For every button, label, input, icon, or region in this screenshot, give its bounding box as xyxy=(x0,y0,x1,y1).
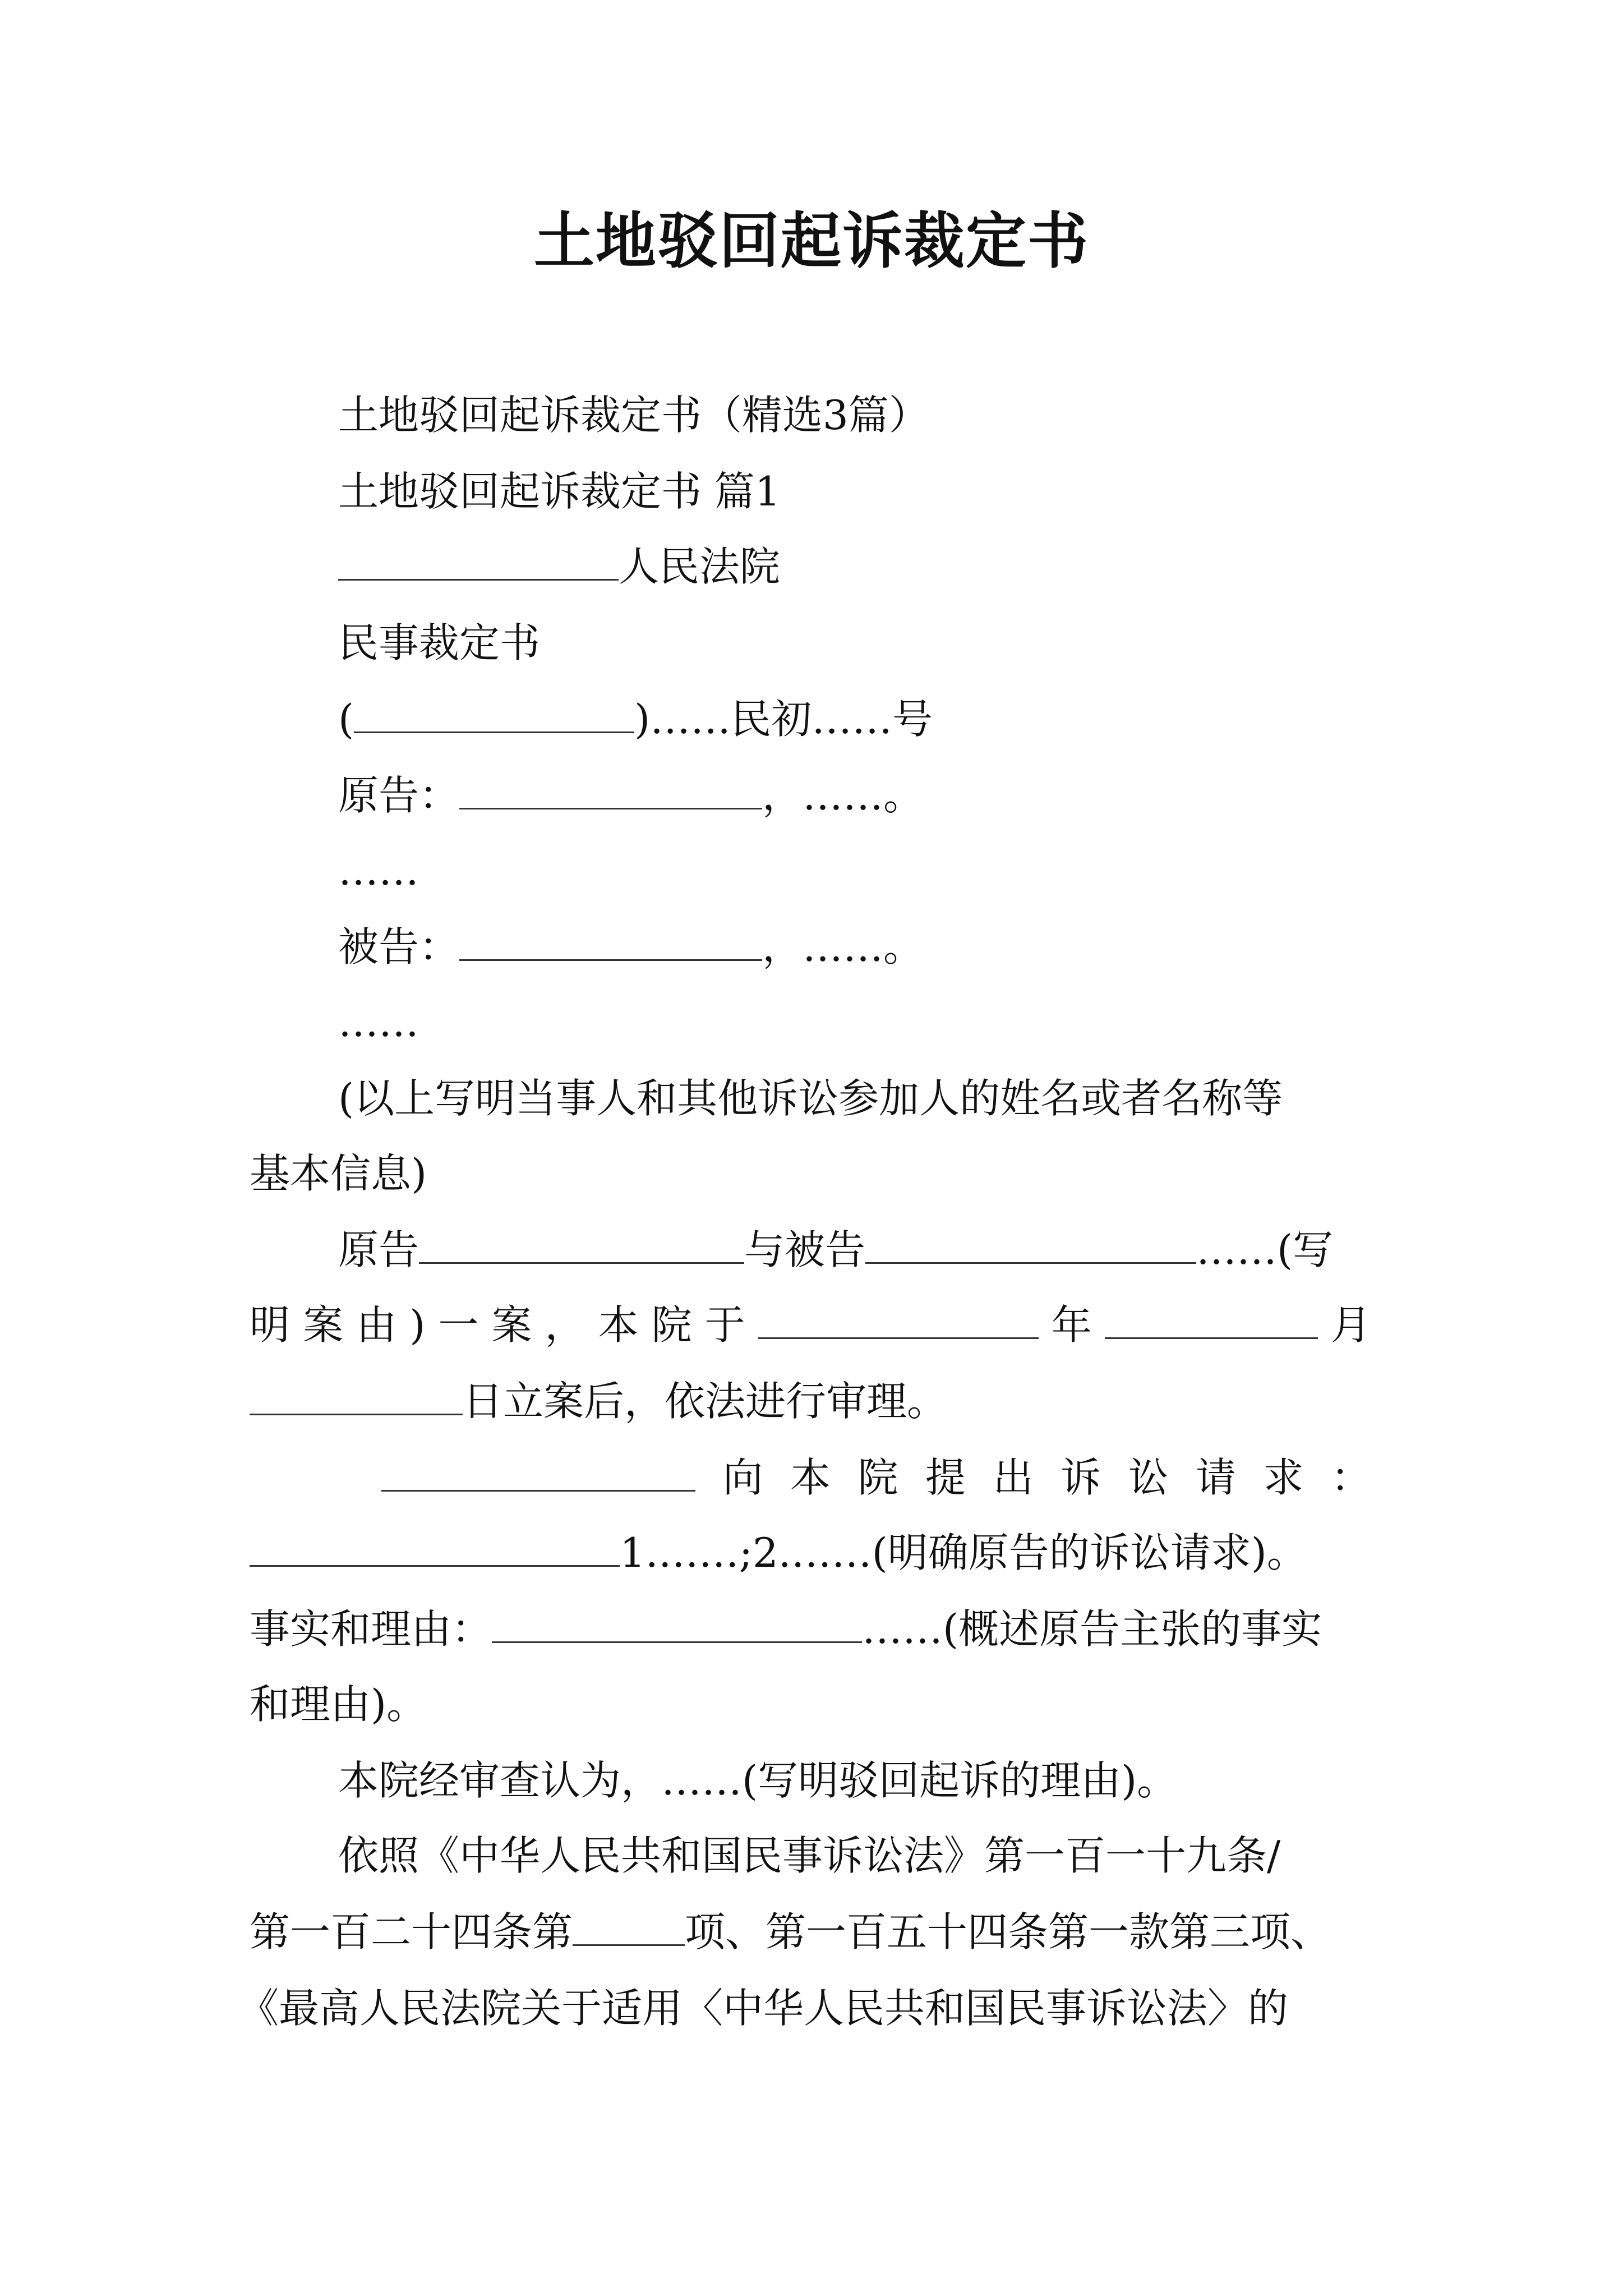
p2-char: 本 xyxy=(790,1454,831,1501)
note-line-2: 基本信息) xyxy=(250,1150,427,1197)
p1-month-blank xyxy=(1105,1301,1318,1339)
paragraph-4: 本院经审查认为，……(写明驳回起诉的理由)。 xyxy=(338,1757,1178,1804)
p1-defendant-word: 与被告 xyxy=(744,1226,866,1273)
plaintiff-label: 原告： xyxy=(338,772,460,819)
p1-plaintiff-blank xyxy=(419,1226,744,1264)
p1-char: 于 xyxy=(704,1301,745,1349)
defendant-tail: ，……。 xyxy=(762,923,924,970)
p2-char: 出 xyxy=(993,1454,1034,1501)
p1-cause-note: ……(写 xyxy=(1196,1226,1334,1273)
plaintiff-tail: ，……。 xyxy=(762,772,924,819)
p2-char: 院 xyxy=(857,1454,898,1501)
p1-char: 明 xyxy=(250,1301,291,1349)
paragraph-2-line-1 xyxy=(381,1450,1371,1506)
p1-day-text: 日立案后，依法进行审理。 xyxy=(463,1378,948,1425)
plaintiff-line xyxy=(338,767,924,823)
court-name-blank xyxy=(338,543,619,581)
case-year-blank xyxy=(354,696,634,733)
paragraph-1-line-2 xyxy=(250,1297,1371,1353)
defendant-ellipsis: …… xyxy=(338,999,419,1046)
paragraph-5-line-1: 依照《中华人民共和国民事诉讼法》第一百一十九条/ xyxy=(338,1832,1281,1879)
note-line-1: (以上写明当事人和其他诉讼参加人的姓名或者名称等 xyxy=(338,1075,1283,1122)
p1-char: 案 xyxy=(303,1301,344,1349)
court-name-line xyxy=(338,539,780,595)
plaintiff-blank xyxy=(459,772,762,809)
paragraph-2-line-2 xyxy=(250,1525,1307,1581)
p1-char: ) xyxy=(409,1301,426,1349)
p1-day-blank xyxy=(250,1378,463,1415)
paragraph-3-line-2: 和理由)。 xyxy=(250,1681,427,1728)
defendant-blank xyxy=(459,923,762,961)
court-suffix: 人民法院 xyxy=(619,543,781,590)
paragraph-5-line-3: 《最高人民法院关于适用〈中华人民共和国民事诉讼法〉的 xyxy=(238,1985,1289,2032)
p5-item-blank xyxy=(573,1908,685,1946)
p3-facts-blank xyxy=(492,1605,862,1643)
p2-char: ： xyxy=(1330,1454,1371,1501)
plaintiff-ellipsis: …… xyxy=(338,847,419,894)
p2-char: 求 xyxy=(1263,1454,1304,1501)
p1-char: 本 xyxy=(598,1301,639,1349)
defendant-line xyxy=(338,919,924,975)
p1-year-blank xyxy=(758,1301,1039,1339)
p2-char: 诉 xyxy=(1060,1454,1101,1501)
doc-type: 民事裁定书 xyxy=(338,619,541,666)
p2-char: 提 xyxy=(925,1454,966,1501)
p2-char: 请 xyxy=(1195,1454,1236,1501)
p3-facts-note: ……(概述原告主张的事实 xyxy=(862,1605,1322,1653)
p2-claims-text: 1.……;2.……(明确原告的诉讼请求)。 xyxy=(620,1529,1307,1576)
paragraph-5-line-2 xyxy=(250,1904,1331,1960)
paragraph-1-line-1 xyxy=(338,1222,1333,1278)
case-number-close: )……民初……号 xyxy=(634,696,933,743)
p1-char: 一 xyxy=(438,1301,479,1349)
subtitle: 土地驳回起诉裁定书（精选3篇） xyxy=(338,392,929,439)
section-heading: 土地驳回起诉裁定书 篇1 xyxy=(338,468,781,515)
p5-article-suffix: 项、第一百五十四条第一款第三项、 xyxy=(685,1908,1331,1955)
p1-char: ， xyxy=(545,1301,585,1349)
p3-label: 事实和理由： xyxy=(250,1605,492,1653)
p2-char: 讼 xyxy=(1128,1454,1169,1501)
p1-year-word: 年 xyxy=(1051,1301,1092,1349)
case-number-line xyxy=(338,691,933,747)
p5-article-prefix: 第一百二十四条第 xyxy=(250,1908,573,1955)
p1-plaintiff-word: 原告 xyxy=(338,1226,419,1273)
defendant-label: 被告： xyxy=(338,923,460,970)
document-title: 土地驳回起诉裁定书 xyxy=(533,206,1089,277)
p1-char: 院 xyxy=(651,1301,692,1349)
p2-plaintiff-blank xyxy=(381,1454,695,1492)
p1-char: 由 xyxy=(356,1301,397,1349)
p2-claims-blank xyxy=(250,1529,620,1567)
paragraph-1-line-3 xyxy=(250,1373,947,1429)
case-number-open: ( xyxy=(338,696,354,743)
p1-defendant-blank xyxy=(865,1226,1196,1264)
p2-char: 向 xyxy=(722,1454,763,1501)
paragraph-3-line-1 xyxy=(250,1601,1322,1657)
p1-month-word: 月 xyxy=(1330,1301,1371,1349)
p1-char: 案 xyxy=(491,1301,532,1349)
